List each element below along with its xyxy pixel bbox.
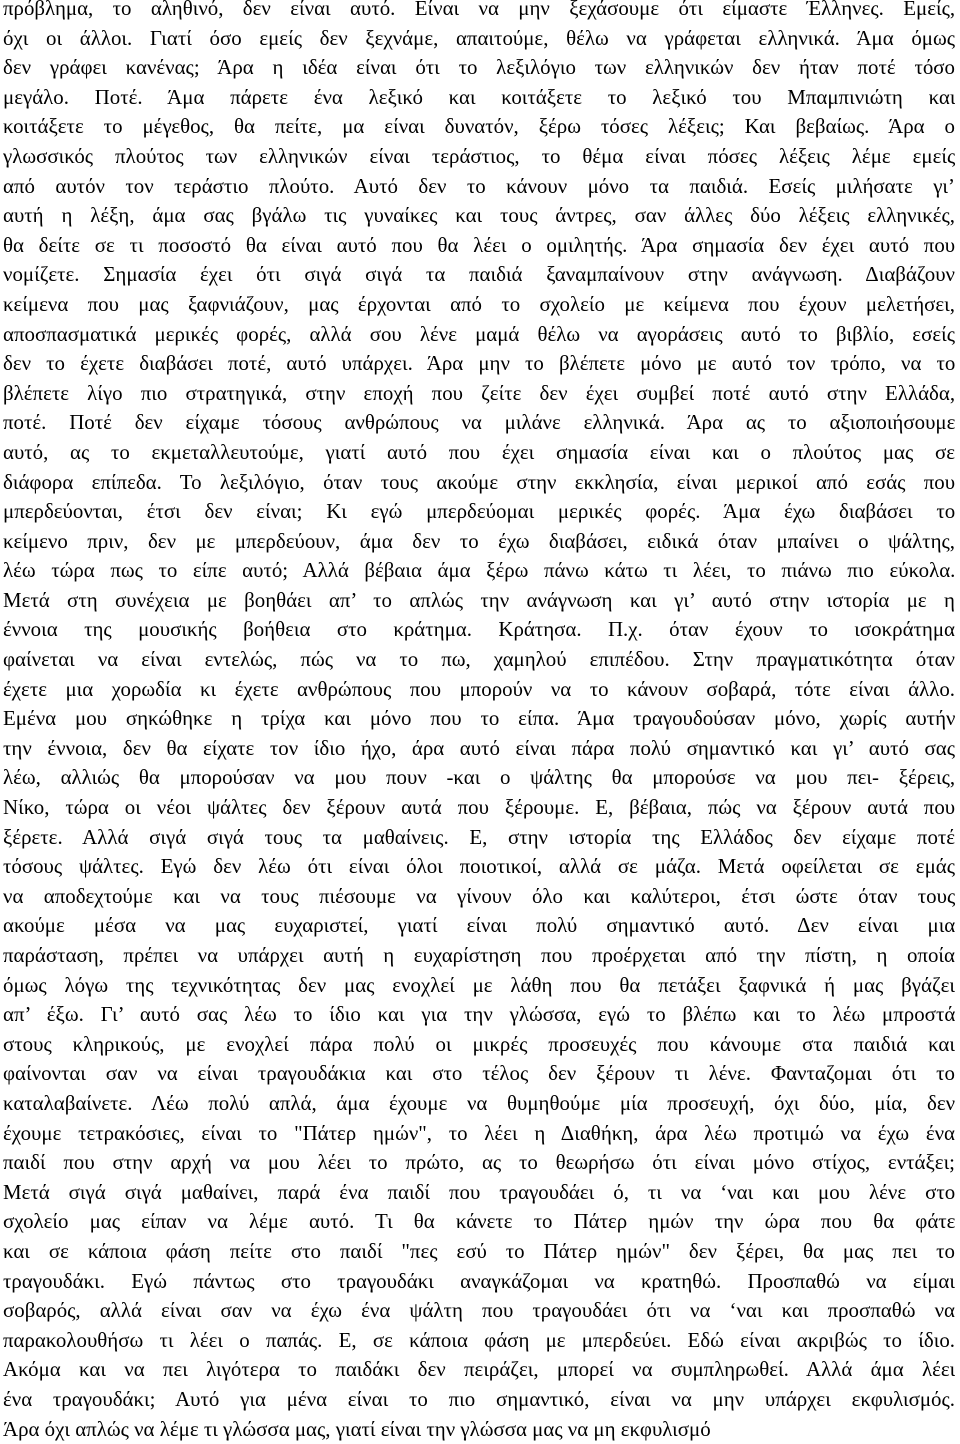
text-line: αυτό, ας το εκμεταλλευτούμε, γιατί αυτό που έχει σημασία είναι και ο πλούτος μας σε (3, 438, 955, 468)
text-line: Νίκο, τώρα οι νέοι ψάλτες δεν ξέρουν αυτά που ξέρουμε. Ε, βέβαια, πώς να ξέρουν αυτά που (3, 793, 955, 823)
text-line: Ακόμα και να πει λιγότερα το παιδάκι δεν πειράζει, μπορεί να συμπληρωθεί. Αλλά άμα λέει (3, 1355, 955, 1385)
text-line: στους κληρικούς, με ενοχλεί πάρα πολύ οι μικρές προσευχές που κάνουμε στα παιδιά και (3, 1030, 955, 1060)
text-line: κείμενο πριν, δεν με μπερδεύουν, άμα δεν το έχω διαβάσει, ειδικά όταν μπαίνει ο ψάλτης, (3, 527, 955, 557)
text-line: ξέρετε. Αλλά σιγά σιγά τους τα μαθαίνεις. Ε, στην ιστορία της Ελλάδος δεν είχαμε ποτέ (3, 823, 955, 853)
text-line: και σε κάποια φάση πείτε στο παιδί "πες εσύ το Πάτερ ημών" δεν ξέρει, θα μας πει το (3, 1237, 955, 1267)
text-line: έχετε μια χορωδία κι έχετε ανθρώπους που μπορούν να το κάνουν σοβαρά, τότε είναι άλλο. (3, 675, 955, 705)
text-line: μεγάλο. Ποτέ. Άμα πάρετε ένα λεξικό και κοιτάξετε το λεξικό του Μπαμπινιώτη και (3, 83, 955, 113)
body-text (3, 0, 955, 1444)
text-line: σχολείο μας είπαν να λέμε αυτό. Τι θα κάνετε το Πάτερ ημών την ώρα που θα φάτε (3, 1207, 955, 1237)
text-line: τραγουδάκι. Εγώ πάντως στο τραγουδάκι αναγκάζομαι να κρατηθώ. Προσπαθώ να είμαι (3, 1267, 955, 1297)
text-line: παιδί που στην αρχή να μου λέει το πρώτο, ας το θεωρήσω ότι είναι μόνο στίχος, εντάξει; (3, 1148, 955, 1178)
text-line: Μετά στη συνέχεια με βοηθάει απ’ το απλώς την ανάγνωση και γι’ αυτό στην ιστορία με η (3, 586, 955, 616)
text-line: ποτέ. Ποτέ δεν είχαμε τόσους ανθρώπους να μιλάνε ελληνικά. Άρα ας το αξιοποιήσουμε (3, 408, 955, 438)
text-line: από αυτόν τον τεράστιο πλούτο. Αυτό δεν το κάνουν μόνο τα παιδιά. Εσείς μιλήσατε γι’ (3, 172, 955, 202)
text-line: δεν το έχετε διαβάσει ποτέ, αυτό υπάρχει. Άρα μην το βλέπετε μόνο με αυτό τον τρόπο, να το (3, 349, 955, 379)
text-line: παράσταση, πρέπει να υπάρχει αυτή η ευχαρίστηση που προέρχεται από την πίστη, η οποία (3, 941, 955, 971)
text-line: γλωσσικός πλούτος των ελληνικών είναι τεράστιος, το θέμα είναι πόσες λέξεις λέμε εμείς (3, 142, 955, 172)
text-line: έχουμε τετρακόσιες, είναι το "Πάτερ ημών", το λέει η Διαθήκη, άρα λέω προτιμώ να έχω ένα (3, 1119, 955, 1149)
text-line: σοβαρός, αλλά είναι σαν να έχω ένα ψάλτη που τραγουδάει ότι να ‘ναι και προσπαθώ να (3, 1296, 955, 1326)
text-line: τόσους ψάλτες. Εγώ δεν λέω ότι είναι όλοι ποιοτικοί, αλλά σε μάζα. Μετά οφείλεται σε εμάς (3, 852, 955, 882)
text-line: φαίνεται να είναι εντελώς, πώς να το πω, χαμηλού επιπέδου. Στην πραγματικότητα όταν (3, 645, 955, 675)
text-line: να αποδεχτούμε και να τους πιέσουμε να γίνουν όλο και καλύτεροι, έτσι ώστε όταν τους (3, 882, 955, 912)
text-line: δεν γράφει κανένας; Άρα η ιδέα είναι ότι το λεξιλόγιο των ελληνικών δεν ήταν ποτέ τόσο (3, 53, 955, 83)
text-line: Μετά σιγά σιγά μαθαίνει, παρά ένα παιδί που τραγουδάει ό, τι να ‘ναι και μου λένε στο (3, 1178, 955, 1208)
text-line: καταλαβαίνετε. Λέω πολύ απλά, άμα έχουμε να θυμηθούμε μία προσευχή, όχι δύο, μία, δεν (3, 1089, 955, 1119)
text-line: απ’ έξω. Γι’ αυτό σας λέω το ίδιο και για την γλώσσα, εγώ το βλέπω και το λέω μπροστά (3, 1000, 955, 1030)
text-line: ακούμε μέσα να μας ευχαριστεί, γιατί είναι πολύ σημαντικό αυτό. Δεν είναι μια (3, 911, 955, 941)
text-line: Εμένα μου σηκώθηκε η τρίχα και μόνο που το είπα. Άμα τραγουδούσαν μόνο, χωρίς αυτήν (3, 704, 955, 734)
text-line: ένα τραγουδάκι; Αυτό για μένα είναι το πιο σημαντικό, είναι να μην υπάρχει εκφυλισμός. (3, 1385, 955, 1415)
text-line: κείμενα που μας ξαφνιάζουν, μας έρχονται από το σχολείο με κείμενα που έχουν μελετήσει, (3, 290, 955, 320)
text-line: αυτή η λέξη, άμα σας βγάλω τις γυναίκες και τους άντρες, σαν άλλες δύο λέξεις ελληνικές, (3, 201, 955, 231)
text-line: φαίνονται σαν να είναι τραγουδάκια και στο τέλος δεν ξέρουν τι λένε. Φανταζομαι ότι το (3, 1059, 955, 1089)
text-line: όχι οι άλλοι. Γιατί όσο εμείς δεν ξεχνάμε, απαιτούμε, θέλω να γράφεται ελληνικά. Άμα όμως (3, 24, 955, 54)
text-line: Άρα όχι απλώς να λέμε τι γλώσσα μας, γιατί είναι την γλώσσα μας να μη εκφυλισμό (3, 1415, 955, 1444)
text-line: μπερδεύονται, έτσι δεν είναι; Κι εγώ μπερδεύομαι μερικές φορές. Άμα έχω διαβάσει το (3, 497, 955, 527)
text-line: λέω τώρα πως το είπε αυτό; Αλλά βέβαια άμα ξέρω πάνω κάτω τι λέει, το πιάνω πιο εύκολα. (3, 556, 955, 586)
text-line: λέω, αλλιώς θα μπορούσαν να μου πουν -και ο ψάλτης θα μπορούσε να μου πει- ξέρεις, (3, 763, 955, 793)
text-line: νομίζετε. Σημασία έχει ότι σιγά σιγά τα παιδιά ξαναμπαίνουν στην ανάγνωση. Διαβάζουν (3, 260, 955, 290)
text-line: πρόβλημα, το αληθινό, δεν είναι αυτό. Είναι να μην ξεχάσουμε ότι είμαστε Έλληνες. Εμείς, (3, 0, 955, 24)
text-line: διάφορα επίπεδα. Το λεξιλόγιο, όταν τους ακούμε στην εκκλησία, είναι μερικοί από εσάς που (3, 468, 955, 498)
text-line: αποσπασματικά μερικές φορές, αλλά σου λένε μαμά θέλω να αγοράσεις αυτό το βιβλίο, εσείς (3, 320, 955, 350)
text-line: παρακολουθήσω τι λέει ο παπάς. Ε, σε κάποια φάση με μπερδεύει. Εδώ είναι ακριβώς το ίδιο. (3, 1326, 955, 1356)
text-line: όμως λόγω της τεχνικότητας δεν μας ενοχλεί με λάθη που θα πετάξει ξαφνικά ή μας βγάζει (3, 971, 955, 1001)
text-line: κοιτάξετε το μέγεθος, θα πείτε, μα είναι δυνατόν, ξέρω τόσες λέξεις; Και βεβαίως. Άρα ο (3, 112, 955, 142)
text-line: θα δείτε σε τι ποσοστό θα είναι αυτό που θα λέει ο ομιλητής. Άρα σημασία δεν έχει αυτό που (3, 231, 955, 261)
text-line: την έννοια, δεν θα είχατε τον ίδιο ήχο, άρα αυτό είναι πάρα πολύ σημαντικό και γι’ αυτό σας (3, 734, 955, 764)
text-line: βλέπετε λίγο πιο στρατηγικά, στην εποχή που ζείτε δεν έχει συμβεί ποτέ αυτό στην Ελλάδα, (3, 379, 955, 409)
text-line: έννοια της μουσικής βοήθεια στο κράτημα. Κράτησα. Π.χ. όταν έχουν το ισοκράτημα (3, 615, 955, 645)
